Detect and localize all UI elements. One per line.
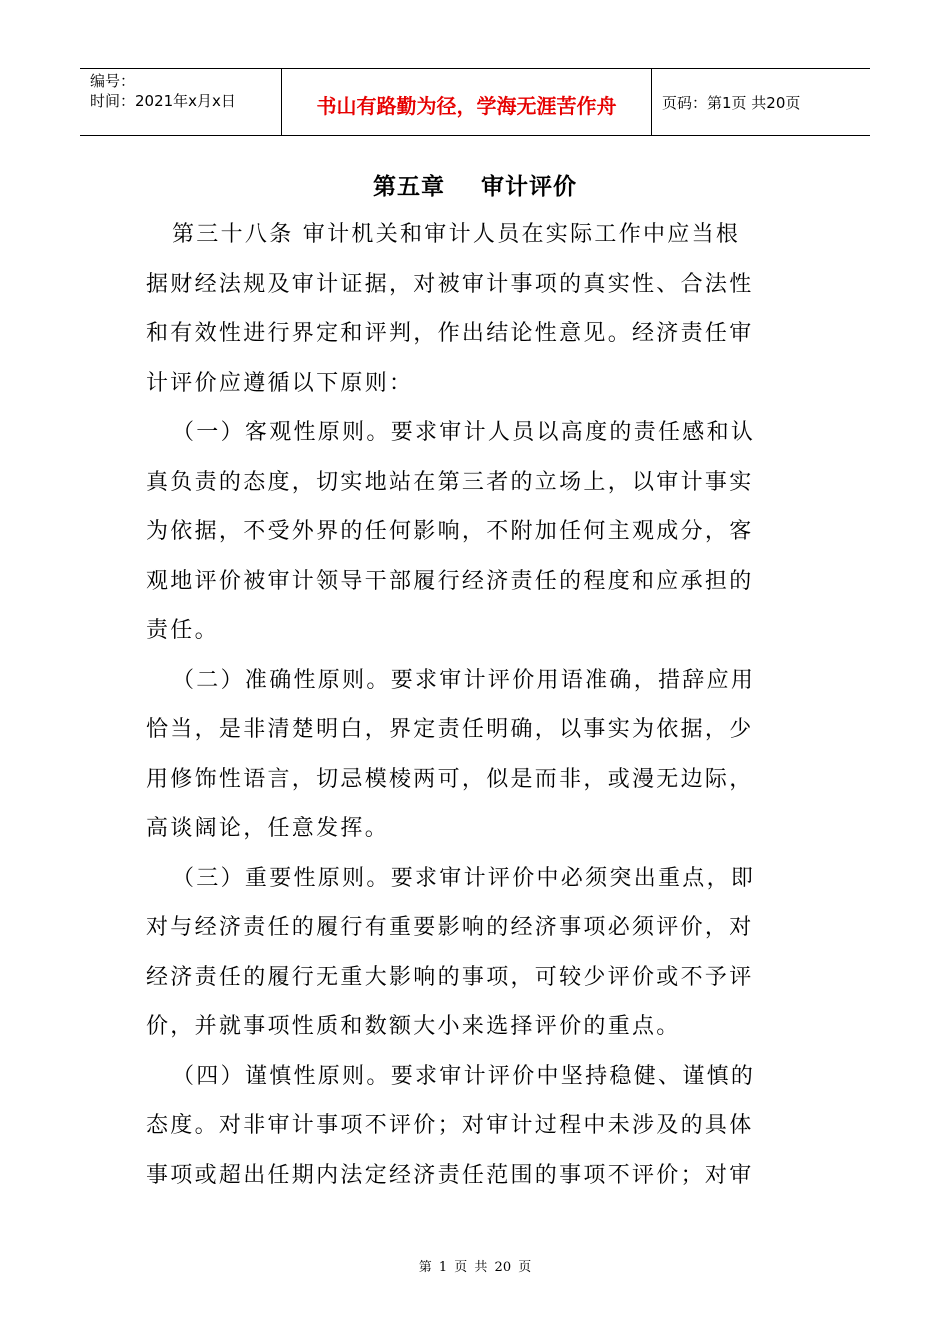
text-line: （三）重要性原则。要求审计评价中必须突出重点，即 (172, 865, 756, 891)
chapter-title: 第五章 审计评价 (372, 174, 578, 200)
text-line: 第三十八条 审计机关和审计人员在实际工作中应当根 (172, 222, 741, 247)
text-line: 为依据，不受外界的任何影响，不附加任何主观成分，客 (146, 519, 754, 544)
document-header (80, 68, 870, 136)
text-line: 对与经济责任的履行有重要影响的经济事项必须评价，对 (146, 915, 754, 940)
text-line: 真负责的态度，切实地站在第三者的立场上，以审计事实 (146, 469, 754, 495)
text-line: 态度。对非审计事项不评价；对审计过程中未涉及的具体 (146, 1113, 754, 1138)
motto: 书山有路勤为径，学海无涯苦作舟 (282, 69, 652, 135)
text-line: 事项或超出任期内法定经济责任范围的事项不评价；对审 (146, 1162, 754, 1188)
page-footer: 第 1 页 共 20 页 (418, 1260, 532, 1275)
text-line: （二）准确性原则。要求审计评价用语准确，措辞应用 (172, 667, 756, 693)
body-text (146, 210, 786, 1200)
text-line: 用修饰性语言，切忌模棱两可，似是而非，或漫无边际， (146, 766, 754, 792)
text-line: 计评价应遵循以下原则： (146, 370, 414, 396)
text-line: （四）谨慎性原则。要求审计评价中坚持稳健、谨慎的 (172, 1063, 756, 1089)
number-label: 编号： (90, 72, 136, 90)
page-label: 页码：第1页 共20页 (662, 93, 801, 112)
text-line: 经济责任的履行无重大影响的事项，可较少评价或不予评 (146, 964, 754, 990)
text-line: 据财经法规及审计证据，对被审计事项的真实性、合法性 (146, 271, 754, 297)
text-line: 恰当，是非清楚明白，界定责任明确，以事实为依据，少 (146, 717, 754, 742)
text-line: （一）客观性原则。要求审计人员以高度的责任感和认 (172, 420, 756, 445)
time-label: 时间：2021年x月x日 (90, 92, 236, 110)
text-line: 价，并就事项性质和数额大小来选择评价的重点。 (146, 1014, 681, 1039)
text-line: 观地评价被审计领导干部履行经济责任的程度和应承担的 (146, 568, 754, 594)
text-line: 高谈阔论，任意发挥。 (146, 816, 390, 841)
text-line: 和有效性进行界定和评判，作出结论性意见。经济责任审 (146, 321, 754, 346)
header-meta-cell (80, 69, 282, 135)
text-line: 责任。 (146, 618, 219, 643)
